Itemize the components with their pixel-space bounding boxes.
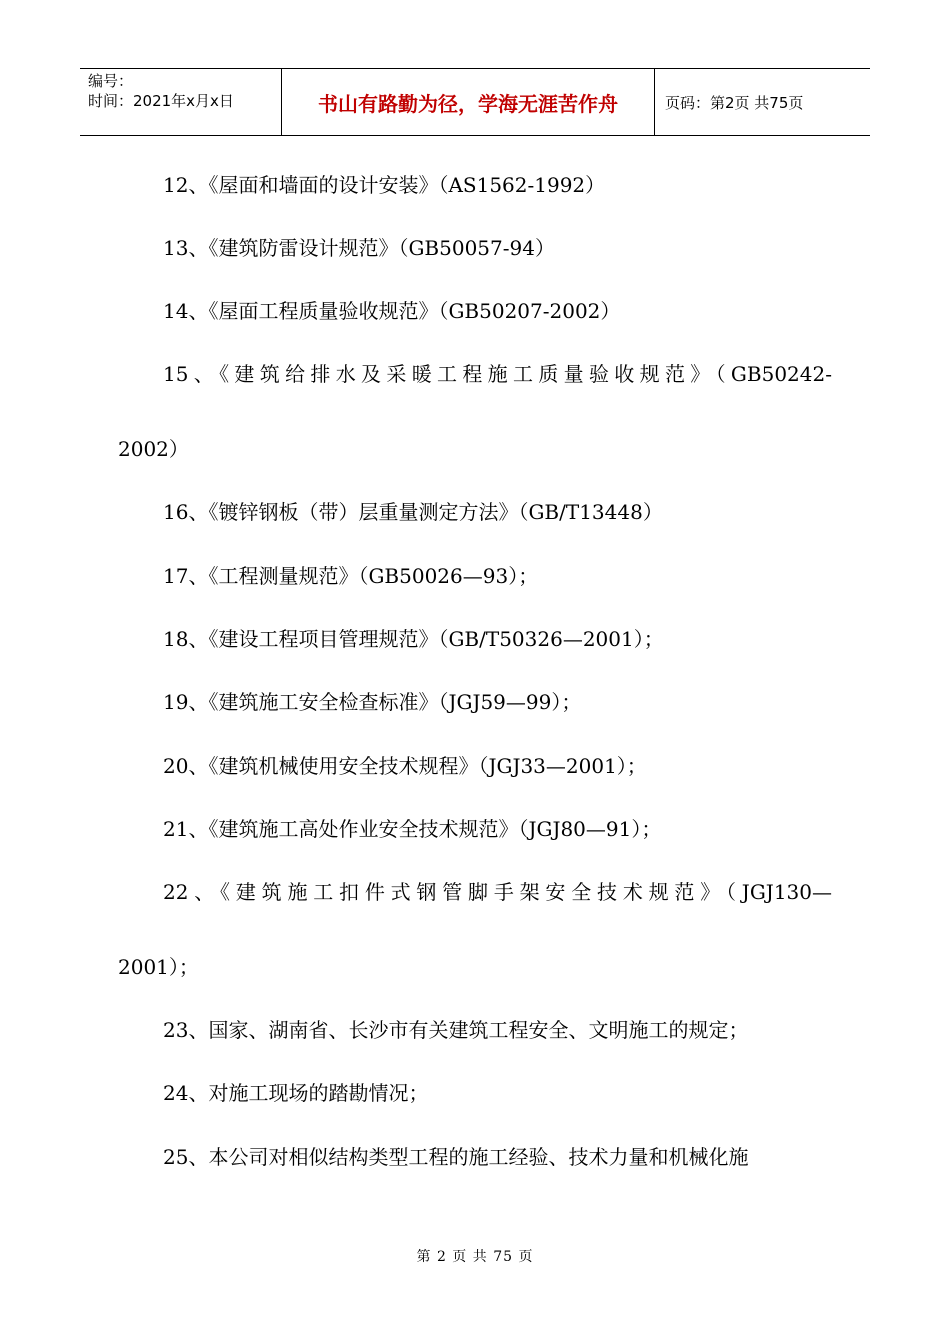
motto-text: 书山有路勤为径，学海无涯苦作舟 [318, 91, 618, 116]
list-item-continuation: 2002） [118, 437, 189, 461]
header-page-cell [655, 69, 870, 135]
list-item: 16、《镀锌钢板（带）层重量测定方法》（GB/T13448） [163, 500, 663, 524]
list-item: 12、《屋面和墙面的设计安装》（AS1562-1992） [163, 173, 606, 197]
number-label: 编号： [88, 72, 134, 90]
list-item: 13、《建筑防雷设计规范》（GB50057-94） [163, 236, 555, 260]
list-item: 22、《建筑施工扣件式钢管脚手架安全技术规范》（JGJ130— [163, 880, 832, 904]
page-footer: 第 2 页 共 75 页 [416, 1249, 534, 1265]
list-item: 15、《建筑给排水及采暖工程施工质量验收规范》（GB50242- [163, 362, 832, 386]
list-item: 17、《工程测量规范》（GB50026—93）； [163, 564, 539, 588]
list-item-continuation: 2001）； [118, 955, 199, 979]
list-item: 20、《建筑机械使用安全技术规程》（JGJ33—2001）； [163, 754, 647, 778]
document-header [80, 68, 870, 136]
list-item: 25、本公司对相似结构类型工程的施工经验、技术力量和机械化施 [163, 1145, 749, 1169]
list-item: 14、《屋面工程质量验收规范》（GB50207-2002） [163, 299, 621, 323]
list-item: 24、对施工现场的踏勘情况； [163, 1081, 429, 1105]
time-label: 时间：2021年x月x日 [88, 92, 234, 110]
list-item: 21、《建筑施工高处作业安全技术规范》（JGJ80—91）； [163, 817, 662, 841]
header-meta-cell [80, 69, 282, 135]
list-item: 23、国家、湖南省、长沙市有关建筑工程安全、文明施工的规定； [163, 1018, 749, 1042]
list-item: 19、《建筑施工安全检查标准》（JGJ59—99）； [163, 690, 582, 714]
header-page-info: 页码：第2页 共75页 [665, 93, 804, 112]
header-motto-cell [282, 69, 655, 135]
list-item: 18、《建设工程项目管理规范》（GB/T50326—2001）； [163, 627, 664, 651]
